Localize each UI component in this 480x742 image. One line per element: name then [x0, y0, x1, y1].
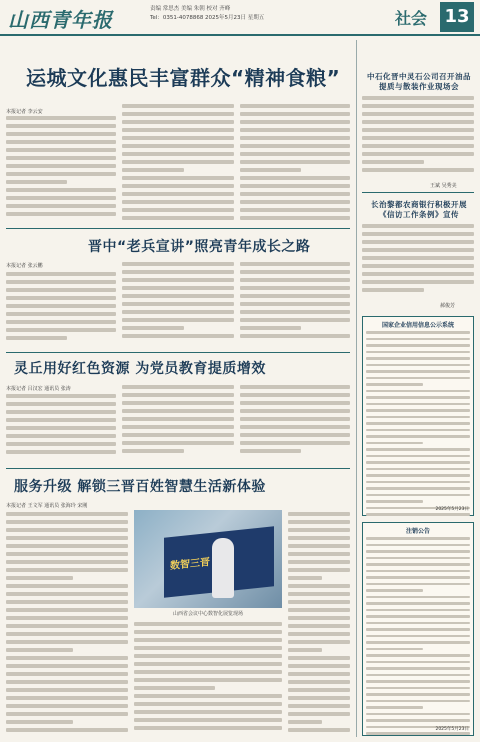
text-line	[6, 672, 128, 676]
text-line	[122, 302, 234, 306]
text-line	[362, 224, 474, 228]
text-line	[122, 310, 234, 314]
text-line	[6, 680, 128, 684]
text-line	[240, 393, 350, 397]
text-line	[6, 418, 116, 422]
text-line	[240, 192, 350, 196]
text-line	[366, 570, 470, 573]
sidebar-article-1-headline: 中石化晋中灵石公司召开油品提质与散装作业现场会	[367, 72, 471, 91]
text-line	[366, 641, 470, 644]
text-line	[6, 296, 116, 300]
text-line	[366, 563, 470, 566]
article-2-body-col2	[122, 262, 234, 348]
text-line	[6, 512, 128, 516]
text-line	[362, 128, 474, 132]
text-line	[288, 560, 350, 564]
text-line	[366, 500, 423, 503]
text-line	[240, 120, 350, 124]
text-line	[366, 674, 470, 677]
text-line	[6, 520, 128, 524]
text-line	[366, 648, 423, 651]
masthead-meta-line1: 责编 常思杰 美编 朱朝 校对 齐峰	[150, 6, 231, 12]
text-line	[288, 544, 350, 548]
text-line	[6, 180, 67, 184]
text-line	[134, 726, 282, 730]
text-line	[134, 654, 282, 658]
text-line	[6, 336, 67, 340]
text-line	[134, 702, 282, 706]
text-line	[122, 208, 234, 212]
text-line	[366, 455, 470, 458]
text-line	[288, 536, 350, 540]
text-line	[288, 616, 350, 620]
text-line	[288, 512, 350, 516]
text-line	[366, 364, 470, 367]
text-line	[122, 120, 234, 124]
text-line	[122, 128, 234, 132]
text-line	[366, 513, 470, 516]
article-2-byline: 本报记者 张云鹏	[6, 263, 43, 269]
text-line	[240, 417, 350, 421]
text-line	[366, 550, 470, 553]
text-line	[122, 334, 234, 338]
text-line	[240, 176, 350, 180]
article-2-headline: 晋中“老兵宣讲”照亮青年成长之路	[88, 239, 311, 255]
text-line	[134, 718, 282, 722]
text-line	[288, 568, 350, 572]
text-line	[6, 712, 128, 716]
text-line	[122, 176, 234, 180]
text-line	[288, 656, 350, 660]
newspaper-logo: 山西青年报	[8, 8, 113, 32]
article-3-byline: 本报记者 吕汉宏 通讯员 张涛	[6, 386, 71, 392]
text-line	[240, 441, 350, 445]
text-line	[362, 232, 474, 236]
text-line	[6, 608, 128, 612]
text-line	[240, 208, 350, 212]
masthead	[0, 0, 480, 36]
masthead-meta-line2: Tel：0351-4078868 2025年5月23日 星期五	[150, 15, 265, 21]
article-2-body-col3	[240, 262, 350, 348]
masthead-meta	[150, 5, 264, 23]
text-line	[134, 710, 282, 714]
text-line	[6, 584, 128, 588]
text-line	[6, 656, 128, 660]
text-line	[240, 409, 350, 413]
text-line	[366, 481, 470, 484]
sidebar-divider	[362, 192, 474, 193]
section-name: 社会	[395, 9, 428, 28]
text-line	[288, 712, 350, 716]
text-line	[366, 468, 470, 471]
text-line	[288, 640, 350, 644]
text-line	[240, 326, 301, 330]
article-4-body-col1	[6, 512, 128, 736]
text-line	[366, 331, 470, 334]
text-line	[362, 264, 474, 268]
text-line	[366, 344, 470, 347]
text-line	[122, 270, 234, 274]
text-line	[122, 326, 184, 330]
text-line	[122, 262, 234, 266]
text-line	[6, 552, 128, 556]
text-line	[366, 442, 423, 445]
text-line	[6, 728, 128, 732]
text-line	[362, 168, 474, 172]
text-line	[362, 248, 474, 252]
text-line	[134, 686, 215, 690]
text-line	[240, 152, 350, 156]
text-line	[366, 338, 470, 341]
text-line	[6, 116, 116, 120]
text-line	[288, 592, 350, 596]
text-line	[362, 152, 474, 156]
divider-1	[6, 228, 350, 229]
article-3-body-col2	[122, 385, 234, 464]
text-line	[122, 409, 234, 413]
text-line	[240, 160, 350, 164]
text-line	[362, 104, 474, 108]
text-line	[366, 693, 470, 696]
text-line	[240, 433, 350, 437]
text-line	[288, 728, 350, 732]
text-line	[288, 648, 322, 652]
notice-2-title: 注销公告	[405, 528, 430, 535]
text-line	[6, 624, 128, 628]
text-line	[6, 312, 116, 316]
text-line	[134, 638, 282, 642]
text-line	[362, 272, 474, 276]
text-line	[6, 172, 116, 176]
notice-2-date: 2025年5月23日	[435, 727, 469, 732]
text-line	[6, 600, 128, 604]
notice-1-date: 2025年5月23日	[435, 507, 469, 512]
text-line	[6, 164, 116, 168]
text-line	[362, 288, 424, 292]
text-line	[240, 318, 350, 322]
text-line	[366, 589, 423, 592]
text-line	[288, 688, 350, 692]
text-line	[366, 576, 470, 579]
text-line	[366, 461, 470, 464]
text-line	[122, 144, 234, 148]
text-line	[122, 152, 234, 156]
text-line	[366, 557, 470, 560]
text-line	[240, 310, 350, 314]
text-line	[6, 592, 128, 596]
text-line	[288, 696, 350, 700]
text-line	[134, 678, 282, 682]
text-line	[6, 304, 116, 308]
text-line	[288, 552, 350, 556]
text-line	[6, 536, 128, 540]
text-line	[366, 383, 423, 386]
screen-text: 数智三晋	[170, 556, 210, 573]
text-line	[366, 596, 470, 599]
text-line	[366, 700, 470, 703]
text-line	[240, 385, 350, 389]
sidebar-article-2-headline: 长治黎都农商银行积极开展《信访工作条例》宣传	[371, 200, 467, 219]
article-4-body-col2	[134, 622, 282, 736]
text-line	[366, 713, 470, 716]
text-line	[366, 409, 470, 412]
text-line	[366, 667, 470, 670]
text-line	[240, 449, 301, 453]
sidebar-article-2-body	[362, 224, 474, 300]
text-line	[366, 544, 470, 547]
text-line	[6, 632, 128, 636]
text-line	[240, 136, 350, 140]
text-line	[362, 136, 474, 140]
page-number: 13	[440, 2, 474, 32]
sidebar-article-1-body	[362, 96, 474, 180]
text-line	[366, 628, 470, 631]
text-line	[288, 672, 350, 676]
text-line	[362, 112, 474, 116]
text-line	[6, 156, 116, 160]
text-line	[362, 280, 474, 284]
text-line	[122, 433, 234, 437]
article-2-body-col1	[6, 272, 116, 348]
text-line	[240, 270, 350, 274]
text-line	[122, 168, 184, 172]
article-3-headline: 灵丘用好红色资源 为党员教育提质增效	[14, 361, 266, 377]
text-line	[240, 200, 350, 204]
text-line	[366, 357, 470, 360]
divider-2	[6, 352, 350, 353]
text-line	[366, 622, 470, 625]
text-line	[122, 425, 234, 429]
text-line	[288, 576, 322, 580]
text-line	[366, 403, 470, 406]
notice-1-body	[366, 331, 470, 523]
text-line	[240, 128, 350, 132]
text-line	[240, 184, 350, 188]
text-line	[122, 200, 234, 204]
text-line	[6, 320, 116, 324]
text-line	[288, 704, 350, 708]
text-line	[6, 648, 73, 652]
text-line	[6, 204, 116, 208]
text-line	[6, 140, 116, 144]
text-line	[6, 196, 116, 200]
text-line	[366, 390, 470, 393]
text-line	[288, 520, 350, 524]
text-line	[366, 377, 470, 380]
text-line	[366, 687, 470, 690]
article-1-byline: 本报记者 李云安	[6, 109, 43, 115]
text-line	[288, 608, 350, 612]
text-line	[6, 426, 116, 430]
text-line	[6, 704, 128, 708]
text-line	[122, 318, 234, 322]
text-line	[240, 278, 350, 282]
text-line	[240, 104, 350, 108]
text-line	[366, 422, 470, 425]
text-line	[122, 160, 234, 164]
text-line	[366, 370, 470, 373]
text-line	[122, 216, 234, 220]
text-line	[366, 635, 470, 638]
text-line	[122, 192, 234, 196]
text-line	[6, 148, 116, 152]
text-line	[6, 442, 116, 446]
text-line	[240, 144, 350, 148]
text-line	[134, 662, 282, 666]
text-line	[122, 294, 234, 298]
article-1-headline: 运城文化惠民丰富群众“精神食粮”	[26, 66, 341, 90]
text-line	[240, 294, 350, 298]
text-line	[122, 104, 234, 108]
text-line	[122, 449, 184, 453]
text-line	[122, 417, 234, 421]
article-3-body-col3	[240, 385, 350, 464]
text-line	[362, 240, 474, 244]
text-line	[288, 664, 350, 668]
sidebar-article-1-signature: 王斌 吴秀美	[430, 183, 457, 189]
text-line	[366, 602, 470, 605]
text-line	[122, 184, 234, 188]
text-line	[6, 616, 128, 620]
text-line	[6, 272, 116, 276]
text-line	[122, 278, 234, 282]
text-line	[366, 429, 470, 432]
article-4-byline: 本报记者 王文军 通讯员 张海玲 宋刚	[6, 503, 88, 509]
text-line	[366, 396, 470, 399]
text-line	[122, 441, 234, 445]
text-line	[362, 144, 474, 148]
column-divider	[356, 40, 357, 737]
text-line	[366, 448, 470, 451]
text-line	[240, 425, 350, 429]
text-line	[122, 136, 234, 140]
article-4-body-col3	[288, 512, 350, 736]
text-line	[366, 351, 470, 354]
text-line	[366, 474, 470, 477]
text-line	[6, 410, 116, 414]
text-line	[288, 624, 350, 628]
text-line	[6, 696, 128, 700]
text-line	[288, 600, 350, 604]
text-line	[362, 96, 474, 100]
text-line	[6, 402, 116, 406]
notice-2-body	[366, 537, 470, 742]
text-line	[366, 615, 470, 618]
photo-caption: 山西省会议中心数智化展览现场	[172, 611, 243, 617]
text-line	[366, 609, 470, 612]
text-line	[240, 334, 350, 338]
text-line	[122, 385, 234, 389]
text-line	[6, 640, 128, 644]
text-line	[122, 286, 234, 290]
text-line	[6, 434, 116, 438]
text-line	[6, 528, 128, 532]
text-line	[240, 302, 350, 306]
text-line	[6, 328, 116, 332]
text-line	[366, 732, 470, 735]
text-line	[134, 646, 282, 650]
text-line	[288, 632, 350, 636]
article-1-body-col3	[240, 104, 350, 224]
text-line	[240, 286, 350, 290]
text-line	[134, 630, 282, 634]
text-line	[366, 719, 470, 722]
text-line	[366, 537, 470, 540]
text-line	[366, 494, 470, 497]
text-line	[122, 393, 234, 397]
text-line	[6, 544, 128, 548]
text-line	[288, 528, 350, 532]
article-3-body-col1	[6, 394, 116, 464]
text-line	[6, 664, 128, 668]
text-line	[6, 212, 116, 216]
text-line	[362, 160, 424, 164]
text-line	[6, 132, 116, 136]
text-line	[240, 216, 350, 220]
text-line	[366, 583, 470, 586]
text-line	[288, 680, 350, 684]
text-line	[288, 584, 350, 588]
text-line	[6, 576, 73, 580]
robot-figure	[212, 538, 234, 598]
text-line	[240, 168, 301, 172]
public-notice-2	[362, 522, 474, 736]
text-line	[366, 654, 470, 657]
text-line	[134, 622, 282, 626]
notice-1-title: 国家企业信用信息公示系统	[381, 322, 454, 329]
sidebar-article-2-signature: 郝俊芳	[440, 303, 456, 309]
text-line	[288, 720, 322, 724]
text-line	[6, 688, 128, 692]
text-line	[366, 680, 470, 683]
text-line	[366, 706, 423, 709]
text-line	[362, 120, 474, 124]
divider-3	[6, 468, 350, 469]
text-line	[6, 124, 116, 128]
text-line	[134, 670, 282, 674]
text-line	[240, 112, 350, 116]
text-line	[6, 188, 116, 192]
text-line	[122, 401, 234, 405]
text-line	[366, 661, 470, 664]
article-1-body-col2	[122, 104, 234, 224]
text-line	[366, 487, 470, 490]
article-1-body-col1	[6, 116, 116, 224]
text-line	[6, 288, 116, 292]
text-line	[366, 435, 470, 438]
text-line	[366, 416, 470, 419]
text-line	[122, 112, 234, 116]
public-notice-1	[362, 316, 474, 516]
text-line	[6, 720, 73, 724]
text-line	[6, 394, 116, 398]
text-line	[6, 560, 128, 564]
text-line	[6, 568, 128, 572]
text-line	[240, 262, 350, 266]
text-line	[240, 401, 350, 405]
article-4-headline: 服务升级 解锁三晋百姓智慧生活新体验	[14, 479, 266, 495]
text-line	[362, 256, 474, 260]
article-4-photo	[134, 510, 282, 608]
text-line	[6, 280, 116, 284]
text-line	[6, 450, 116, 454]
text-line	[134, 694, 282, 698]
